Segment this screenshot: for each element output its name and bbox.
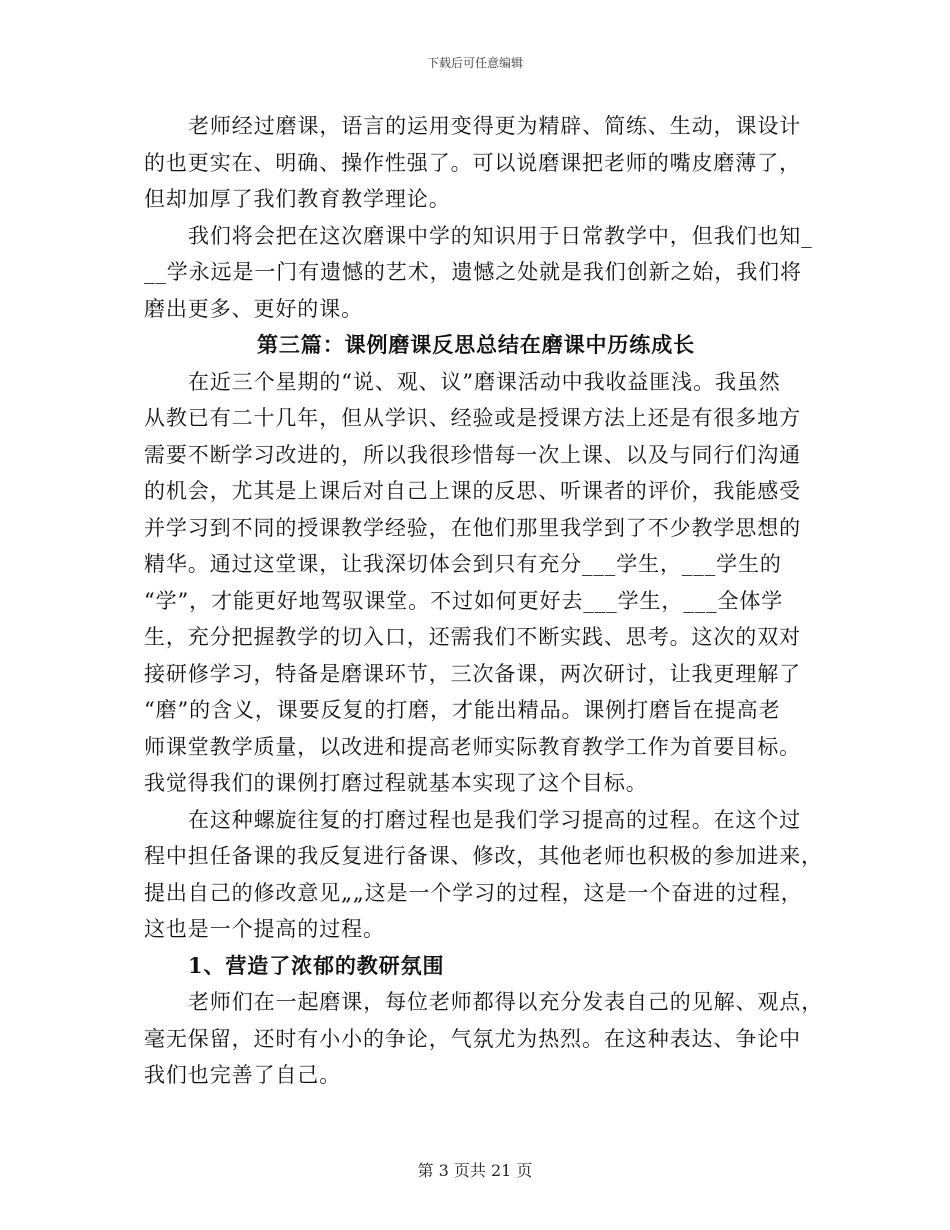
text-line: 我们将会把在这次磨课中学的知识用于日常教学中，但我们也知_ bbox=[188, 223, 813, 248]
text-line: 程中担任备课的我反复进行备课、修改，其他老师也积极的参加进来， bbox=[144, 844, 823, 868]
text-line: 并学习到不同的授课教学经验，在他们那里我学到了不少教学思想的 bbox=[144, 515, 801, 540]
subheading: 1、营造了浓郁的教研氛围 bbox=[188, 952, 445, 978]
page-footer: 第 3 页共 21 页 bbox=[417, 1161, 533, 1180]
text-line: 从教已有二十几年，但从学识、经验或是授课方法上还是有很多地方 bbox=[144, 406, 801, 430]
text-line: 提出自己的修改意见„„这是一个学习的过程，这是一个奋进的过程， bbox=[144, 880, 803, 905]
text-line: “学”，才能更好地驾驭课堂。不过如何更好去___学生，___全体学 bbox=[144, 588, 784, 613]
paragraph bbox=[144, 802, 823, 948]
text-line: 生，充分把握教学的切入口，还需我们不断实践、思考。这次的双对 bbox=[144, 625, 801, 649]
text-line: 精华。通过这堂课，让我深切体会到只有充分___学生，___学生的 bbox=[144, 552, 782, 576]
text-line: 老师经过磨课，语言的运用变得更为精辟、简练、生动，课设计 bbox=[188, 114, 802, 138]
text-line: 的也更实在、明确、操作性强了。可以说磨课把老师的嘴皮磨薄了， bbox=[144, 150, 801, 175]
paragraph bbox=[144, 108, 808, 218]
text-line: 需要不断学习改进的，所以我很珍惜每一次上课、以及与同行们沟通 bbox=[144, 442, 801, 467]
text-line: __学永远是一门有遗憾的艺术，遗憾之处就是我们创新之始，我们将 bbox=[144, 260, 802, 284]
paragraph bbox=[144, 984, 824, 1094]
text-line: 磨出更多、更好的课。 bbox=[144, 296, 363, 321]
paragraph bbox=[144, 218, 813, 328]
text-line: 师课堂教学质量，以改进和提高老师实际教育教学工作为首要目标。 bbox=[144, 734, 801, 759]
section-title: 第三篇：课例磨课反思总结在磨课中历练成长 bbox=[257, 332, 695, 357]
text-line: 毫无保留，还时有小小的争论，气氛尤为热烈。在这种表达、争论中 bbox=[144, 1026, 801, 1051]
page-header: 下载后可任意编辑 bbox=[426, 56, 523, 70]
text-line: 的机会，尤其是上课后对自己上课的反思、听课者的评价，我能感受 bbox=[144, 479, 801, 503]
text-line: “磨”的含义，课要反复的打磨，才能出精品。课例打磨旨在提高老 bbox=[144, 698, 781, 722]
text-line: 但却加厚了我们教育教学理论。 bbox=[144, 187, 451, 211]
text-line: 老师们在一起磨课，每位老师都得以充分发表自己的见解、观点， bbox=[188, 990, 824, 1014]
text-line: 我们也完善了自己。 bbox=[144, 1063, 342, 1087]
paragraph bbox=[144, 364, 808, 802]
text-line: 我觉得我们的课例打磨过程就基本实现了这个目标。 bbox=[144, 771, 648, 795]
text-line: 这也是一个提高的过程。 bbox=[144, 917, 385, 941]
text-line: 在近三个星期的“说、观、议”磨课活动中我收益匪浅。我虽然 bbox=[188, 369, 781, 394]
text-line: 接研修学习，特备是磨课环节，三次备课，两次研讨，让我更理解了 bbox=[144, 661, 801, 686]
text-line: 在这种螺旋往复的打磨过程也是我们学习提高的过程。在这个过 bbox=[188, 807, 802, 832]
document-body bbox=[144, 108, 824, 1094]
